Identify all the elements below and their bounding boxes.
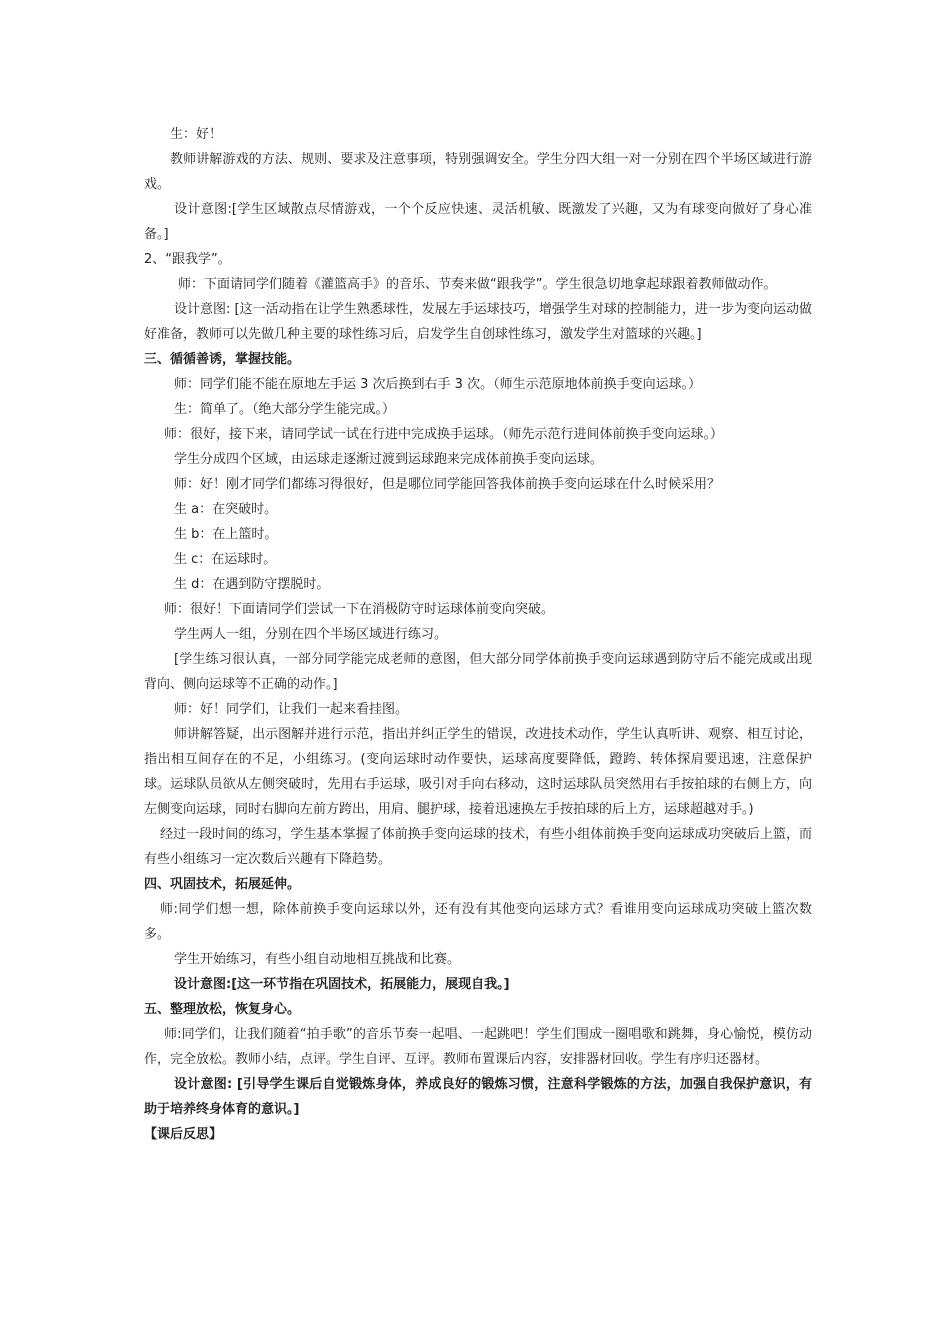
paragraph: 设计意图: [这一活动指在让学生熟悉球性，发展左手运球技巧，增强学生对球的控制能力，进一步为变向运动做好准备，教师可以先做几种主要的球性练习后，启发学生自创球性练习，激发学生对篮球的兴趣。] xyxy=(144,302,812,342)
paragraph: 师：好！刚才同学们都练习得很好，但是哪位同学能回答我体前换手变向运球在什么时候采用？ xyxy=(174,477,721,492)
paragraph: 生：好！ xyxy=(170,127,223,142)
paragraph: 生 a：在突破时。 xyxy=(174,502,278,517)
paragraph: 师讲解答疑，出示图解并进行示范，指出并纠正学生的错误，改进技术动作，学生认真听讲、观察、相互讨论，指出相互间存在的不足，小组练习。(变向运球时动作要快，运球高度要降低，蹬跨、转体探肩要迅速，注意保护球。运球队员欲从左侧突破时，先用右手运球，吸引对手向右移动，这时运球队员突然用右手按拍球的右侧上方，向左侧变向运球，同时右脚向左前方跨出，用肩、腿护球，接着迅速换左手按拍球的后上方，运球超越对手。) xyxy=(144,727,812,817)
document-body xyxy=(144,122,812,1147)
paragraph: 生：简单了。（绝大部分学生能完成。） xyxy=(174,402,396,417)
section-heading: 四、巩固技术，拓展延伸。 xyxy=(144,877,301,892)
paragraph: 教师讲解游戏的方法、规则、要求及注意事项，特别强调安全。学生分四大组一对一分别在四个半场区域进行游戏。 xyxy=(144,152,812,192)
paragraph: 师：同学们能不能在原地左手运 3 次后换到右手 3 次。（师生示范原地体前换手变向运球。） xyxy=(174,377,702,392)
paragraph: 设计意图: [引导学生课后自觉锻炼身体，养成良好的锻炼习惯，注意科学锻炼的方法，加强自我保护意识，有助于培养终身体育的意识。] xyxy=(144,1077,812,1117)
paragraph: 生 c：在运球时。 xyxy=(174,552,277,567)
paragraph: 设计意图:[这一环节指在巩固技术，拓展能力，展现自我。] xyxy=(174,977,510,992)
section-heading: 五、整理放松，恢复身心。 xyxy=(144,1002,301,1017)
paragraph: 师:同学们想一想，除体前换手变向运球以外，还有没有其他变向运球方式？看谁用变向运球成功突破上篮次数多。 xyxy=(144,902,812,942)
paragraph: 师：下面请同学们随着《灌篮高手》的音乐、节奏来做“跟我学”。学生很急切地拿起球跟着教师做动作。 xyxy=(178,277,777,292)
paragraph: 学生两人一组，分别在四个半场区域进行练习。 xyxy=(174,627,448,642)
paragraph: 设计意图:[学生区域散点尽情游戏，一个个反应快速、灵活机敏、既激发了兴趣，又为有球变向做好了身心准备。] xyxy=(144,202,812,242)
paragraph: 经过一段时间的练习，学生基本掌握了体前换手变向运球的技术，有些小组体前换手变向运球成功突破后上篮，而有些小组练习一定次数后兴趣有下降趋势。 xyxy=(144,827,812,867)
paragraph: 生 b：在上篮时。 xyxy=(174,527,278,542)
section-heading: 三、循循善诱，掌握技能。 xyxy=(144,352,301,367)
paragraph: [学生练习很认真，一部分同学能完成老师的意图，但大部分同学体前换手变向运球遇到防守后不能完成或出现背向、侧向运球等不正确的动作。] xyxy=(144,652,812,692)
section-heading: 2、“跟我学”。 xyxy=(144,252,231,267)
paragraph: 师：很好！下面请同学们尝试一下在消极防守时运球体前变向突破。 xyxy=(164,602,555,617)
paragraph: 师:同学们，让我们随着“拍手歌”的音乐节奏一起唱、一起跳吧！学生们围成一圈唱歌和跳舞，身心愉悦，模仿动作，完全放松。教师小结，点评。学生自评、互评。教师布置课后内容，安排器材回收。学生有序归还器材。 xyxy=(144,1027,812,1067)
paragraph: 学生开始练习，有些小组自动地相互挑战和比赛。 xyxy=(174,952,461,967)
paragraph: 师：好！同学们，让我们一起来看挂图。 xyxy=(174,702,409,717)
section-heading: 【课后反思】 xyxy=(144,1127,223,1142)
paragraph: 学生分成四个区域，由运球走逐渐过渡到运球跑来完成体前换手变向运球。 xyxy=(174,452,604,467)
paragraph: 师：很好，接下来，请同学试一试在行进中完成换手运球。（师先示范行进间体前换手变向运球。） xyxy=(164,427,724,442)
paragraph: 生 d：在遇到防守摆脱时。 xyxy=(174,577,330,592)
